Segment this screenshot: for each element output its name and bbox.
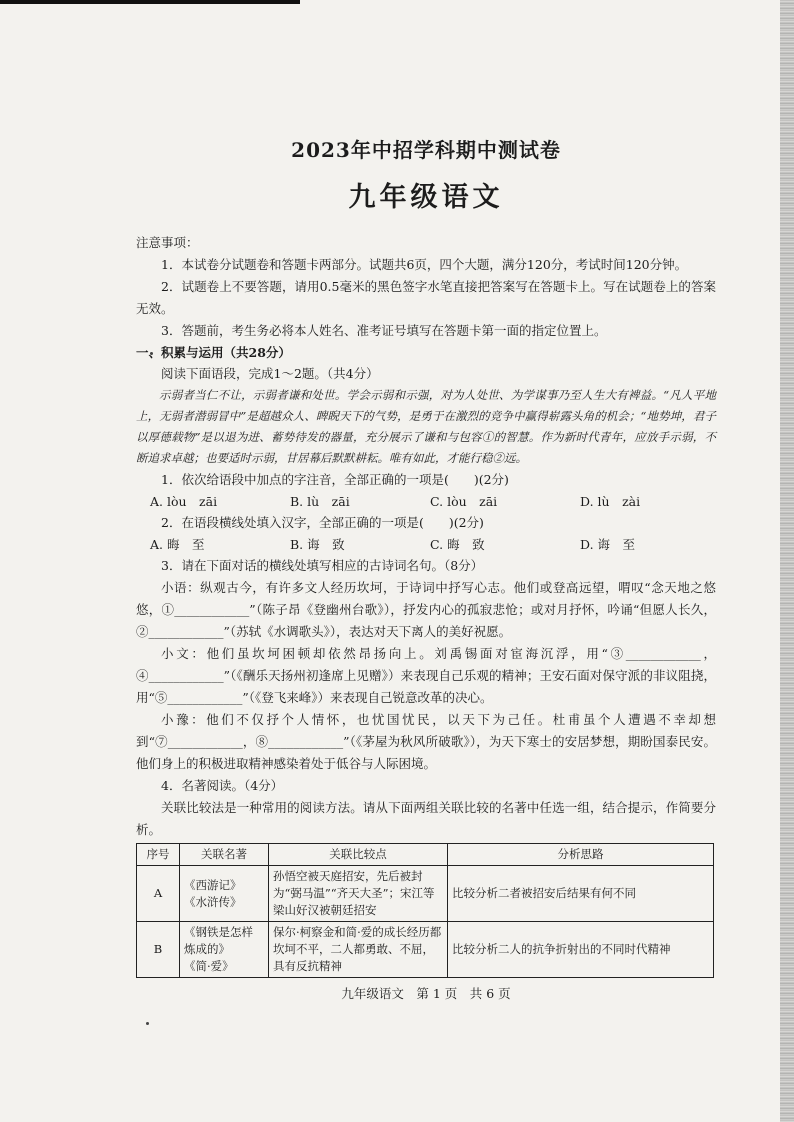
reading-passage: 示弱者当仁不让，示弱者谦和处世。学会示弱和示强，对为人处世、为学谋事乃至人生大有裨益。“凡人平地上，无弱者潜弱冒中”是超越众人、睥睨天下的气势，是勇于在激烈的竞争中赢得崭露头角的机会；“地势坤，君子以厚德载物”是以退为进、蓄势待发的器量，充分展示了谦和与包容①的智慧。作为新时代青年，应放手示弱，不断追求卓越；也要适时示弱，甘居幕后默默耕耘。唯有如此，才能行稳②远。 <box>136 388 716 465</box>
table-row <box>137 922 714 978</box>
reading-intro: 阅读下面语段，完成1～2题。（共4分） <box>161 366 379 381</box>
scan-right-edge <box>780 0 794 1122</box>
row-idea: 比较分析二人的抗争折射出的不同时代精神 <box>448 922 714 978</box>
table-header-cell: 序号 <box>137 844 180 866</box>
question-1: 1．依次给语段中加点的字注音，全部正确的一项是( )(2分) <box>161 472 509 487</box>
notice-item-1: 1．本试卷分试题卷和答题卡两部分。试题共6页，四个大题，满分120分，考试时间120分钟。 <box>161 257 688 272</box>
table-header-row <box>137 844 714 866</box>
row-idea: 比较分析二者被招安后结果有何不同 <box>448 866 714 922</box>
dialogue-xiaoyu: 小语：纵观古今，有许多文人经历坎坷，于诗词中抒写心志。他们或登高远望，喟叹“念天地之悠悠，①____________”（陈子昂《登幽州台歌》），抒发内心的孤寂悲怆；或对月抒怀，吟诵“但愿人长久，②____________”（苏轼《水调歌头》），表达对天下离人的美好祝愿。 <box>136 580 716 639</box>
row-books <box>180 866 269 922</box>
q1-option-c: C. lòu zāi <box>430 494 498 509</box>
row-id: A <box>137 866 180 922</box>
question-4: 4．名著阅读。（4分） <box>161 778 284 793</box>
notice-heading: 注意事项： <box>136 235 199 250</box>
row-books <box>180 922 269 978</box>
table-header-cell: 关联名著 <box>180 844 269 866</box>
question-3: 3．请在下面对话的横线处填写相应的古诗词名句。（8分） <box>161 558 484 573</box>
notice-item-3: 3．答题前，考生务必将本人姓名、准考证号填写在答题卡第一面的指定位置上。 <box>161 323 607 338</box>
book-title: 《水浒传》 <box>184 894 242 909</box>
scan-edge-bar <box>0 0 300 4</box>
book-title: 《西游记》 <box>184 877 242 892</box>
row-id: B <box>137 922 180 978</box>
table-row <box>137 866 714 922</box>
q2-option-d: D. 诲 至 <box>580 537 636 552</box>
question-1-options <box>136 491 716 512</box>
question-2-options <box>136 534 716 555</box>
exam-title: 2023年中招学科期中测试卷 <box>291 138 561 162</box>
table-header-cell: 关联比较点 <box>269 844 448 866</box>
notice-item-2: 2．试题卷上不要答题，请用0.5毫米的黑色签字水笔直接把答案写在答题卡上。写在试题卷上的答案无效。 <box>136 279 716 316</box>
book-comparison-table <box>136 843 714 978</box>
section-heading: 一、积累与运用（共28分） <box>136 345 291 360</box>
table-header-cell: 分析思路 <box>448 844 714 866</box>
dialogue-xiaowen: 小文：他们虽坎坷困顿却依然昂扬向上。刘禹锡面对宦海沉浮，用“③____________，④____________”（《酬乐天扬州初逢席上见赠》）来表现自己乐观的精神；王安石面对保守派的非议阻挠，用“⑤____________”（《登飞来峰》）来表现自己锐意改革的决心。 <box>136 646 716 705</box>
row-point: 孙悟空被天庭招安，先后被封为“弼马温”“齐天大圣”；宋江等梁山好汉被朝廷招安 <box>269 866 448 922</box>
scan-speck <box>146 1022 149 1025</box>
q1-option-b: B. lù zāi <box>290 494 350 509</box>
book-title: 《钢铁是怎样炼成的》 <box>184 925 253 956</box>
q2-option-c: C. 晦 致 <box>430 537 485 552</box>
question-2: 2．在语段横线处填入汉字，全部正确的一项是( )(2分) <box>161 515 484 530</box>
exam-page <box>136 126 716 1002</box>
page-footer: 九年级语文 第 1 页 共 6 页 <box>341 986 511 1001</box>
q2-option-b: B. 诲 致 <box>290 537 345 552</box>
q1-option-a: A. lòu zāi <box>150 494 218 509</box>
exam-subtitle: 九年级语文 <box>348 182 504 213</box>
row-point: 保尔·柯察金和简·爱的成长经历都坎坷不平，二人都勇敢、不屈，具有反抗精神 <box>269 922 448 978</box>
question-4-instruction: 关联比较法是一种常用的阅读方法。请从下面两组关联比较的名著中任选一组，结合提示，作简要分析。 <box>136 800 716 837</box>
q2-option-a: A. 晦 至 <box>150 537 205 552</box>
book-title: 《简·爱》 <box>184 959 234 973</box>
q1-option-d: D. lù zài <box>580 494 641 509</box>
dialogue-xiaoyu2: 小豫：他们不仅抒个人情怀，也忧国忧民，以天下为己任。杜甫虽个人遭遇不幸却想到“⑦____________，⑧____________”（《茅屋为秋风所破歌》），为天下寒士的安居梦想，期盼国泰民安。他们身上的积极进取精神感染着处于低谷与人际困境。 <box>136 712 716 771</box>
